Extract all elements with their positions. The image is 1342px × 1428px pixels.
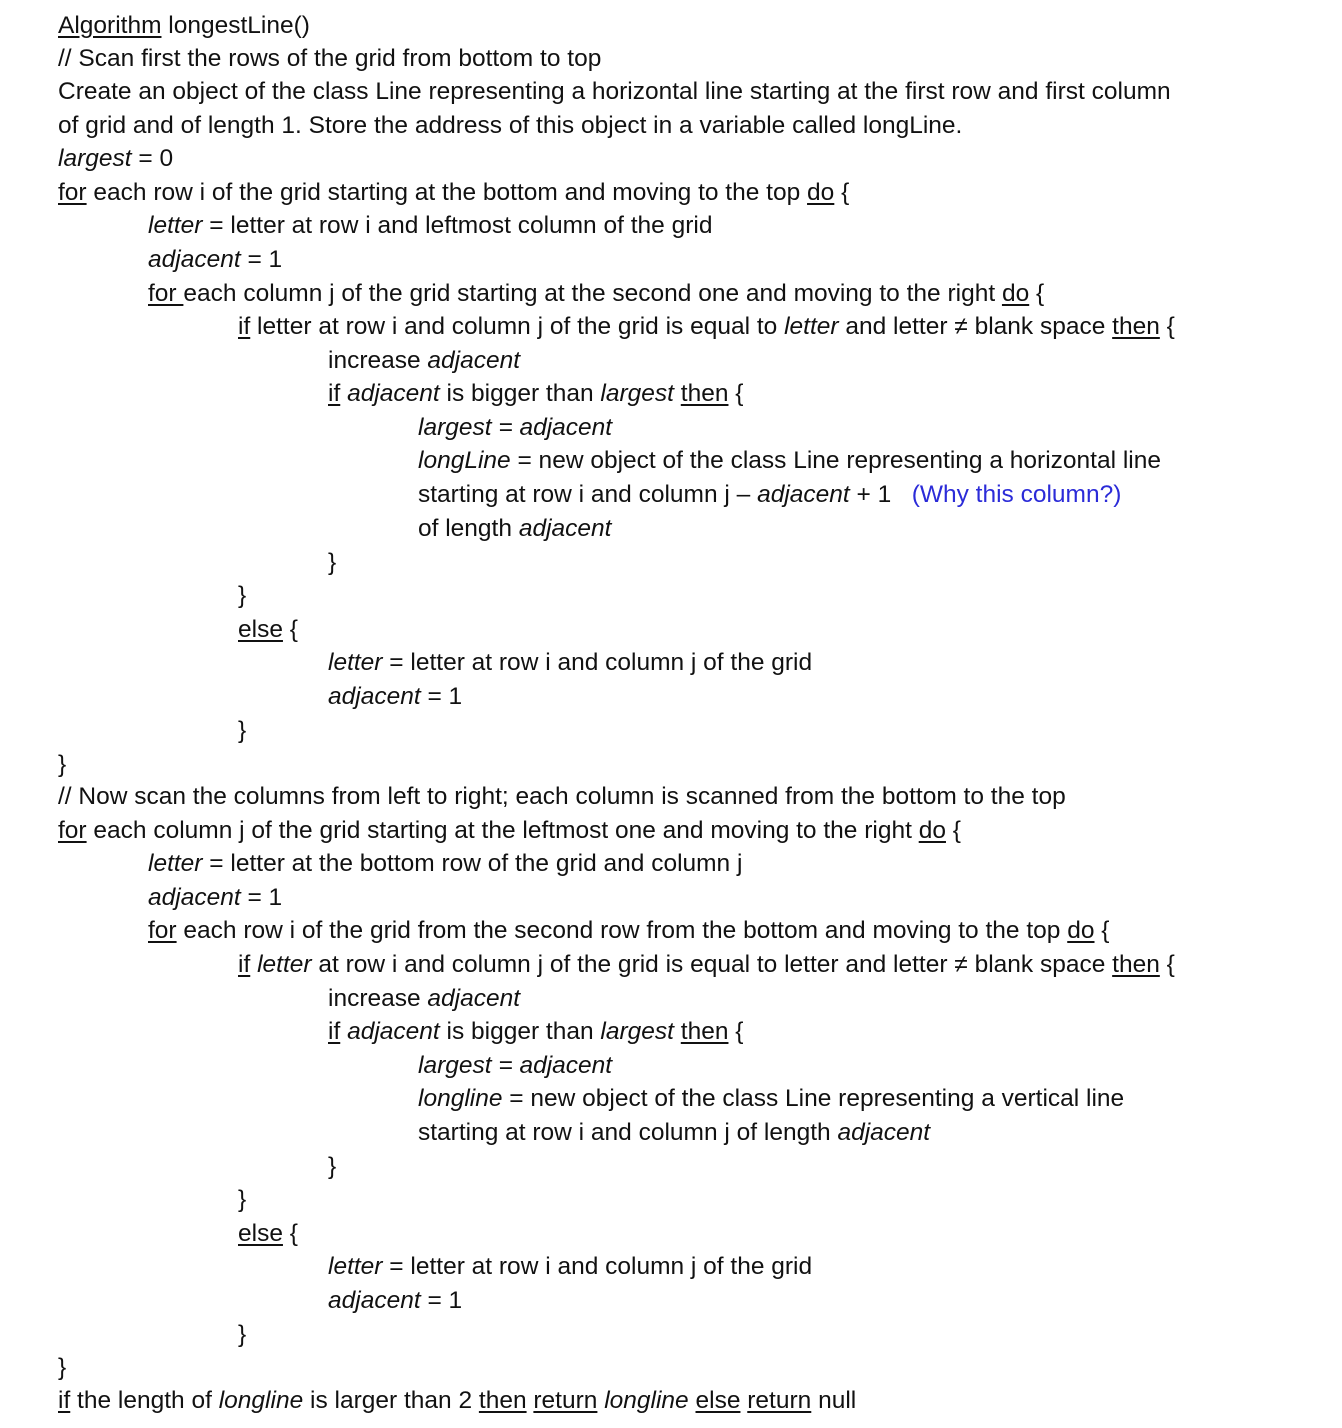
- text-segment: = new object of the class Line representing a vertical line: [502, 1085, 1125, 1112]
- code-line: [418, 446, 1161, 476]
- code-line: [418, 1084, 1124, 1114]
- text-line: [58, 111, 962, 141]
- keyword: return: [533, 1387, 598, 1414]
- keyword: then: [1112, 313, 1160, 340]
- text-segment: {: [282, 1220, 298, 1247]
- text-segment: increase: [328, 347, 428, 374]
- text-segment: adjacent: [347, 380, 440, 407]
- keyword: for: [58, 179, 87, 206]
- text-segment: // Scan first the rows of the grid from bottom to top: [58, 45, 602, 72]
- code-line: [238, 312, 1175, 342]
- keyword: if: [238, 313, 251, 340]
- comment-scan-columns: [58, 782, 1066, 812]
- text-segment: = letter at row i and leftmost column of the grid: [202, 212, 713, 239]
- closing-brace: [58, 750, 66, 780]
- text-segment: null: [811, 1387, 857, 1414]
- text-segment: {: [945, 817, 961, 844]
- keyword: for: [148, 280, 184, 307]
- text-segment: starting at row i and column j of length: [418, 1119, 838, 1146]
- text-segment: }: [328, 1153, 337, 1180]
- code-line: [328, 984, 520, 1014]
- text-segment: = letter at the bottom row of the grid and column j: [202, 850, 743, 877]
- text-segment: }: [58, 751, 67, 778]
- code-line: [58, 144, 173, 174]
- text-segment: adjacent: [427, 347, 521, 374]
- text-segment: = 1: [240, 884, 283, 911]
- text-segment: {: [1159, 313, 1175, 340]
- text-segment: adjacent: [757, 481, 850, 508]
- keyword: for: [58, 817, 87, 844]
- closing-brace: [238, 1320, 246, 1350]
- code-line: [58, 178, 849, 208]
- text-segment: letter: [148, 212, 203, 239]
- text-segment: increase: [328, 985, 428, 1012]
- text-segment: letter: [148, 850, 203, 877]
- code-line: [418, 1051, 612, 1081]
- text-segment: is bigger than: [439, 1018, 601, 1045]
- closing-brace: [238, 716, 246, 746]
- text-line: [58, 77, 1171, 107]
- text-segment: letter: [257, 951, 312, 978]
- keyword: then: [478, 1387, 527, 1414]
- code-line: [418, 1118, 930, 1148]
- code-line: [148, 279, 1044, 309]
- text-segment: longLine: [418, 447, 511, 474]
- code-line: [328, 1017, 743, 1047]
- text-segment: {: [728, 380, 744, 407]
- code-line: [328, 379, 743, 409]
- text-segment: [689, 1387, 696, 1414]
- code-line: [148, 916, 1110, 946]
- keyword: if: [328, 380, 341, 407]
- closing-brace: [328, 548, 336, 578]
- code-line: [418, 413, 612, 443]
- text-segment: Create an object of the class Line representing a horizontal line starting at the first row and first column: [58, 78, 1171, 105]
- text-segment: letter at row i and column j of the grid is equal to: [250, 313, 785, 340]
- text-segment: adjacent: [328, 683, 421, 710]
- keyword: if: [238, 951, 251, 978]
- text-segment: largest = adjacent: [418, 1052, 613, 1079]
- text-segment: }: [238, 717, 247, 744]
- text-segment: largest: [58, 145, 132, 172]
- text-segment: }: [58, 1354, 67, 1381]
- algorithm-header: [58, 11, 310, 41]
- code-line: [148, 211, 712, 241]
- text-segment: = 1: [420, 683, 463, 710]
- text-segment: adjacent: [328, 1287, 421, 1314]
- text-segment: = 1: [240, 246, 283, 273]
- code-line-with-question: [418, 480, 1121, 510]
- text-segment: and letter ≠ blank space: [838, 313, 1113, 340]
- text-segment: {: [728, 1018, 744, 1045]
- text-segment: adjacent: [837, 1119, 931, 1146]
- text-segment: the length of: [70, 1387, 219, 1414]
- text-segment: {: [282, 616, 298, 643]
- text-segment: }: [238, 1186, 247, 1213]
- code-line: [328, 1286, 462, 1316]
- code-line: [148, 849, 742, 879]
- text-segment: adjacent: [427, 985, 521, 1012]
- text-segment: = letter at row i and column j of the grid: [382, 649, 813, 676]
- text-segment: is bigger than: [439, 380, 601, 407]
- text-segment: adjacent: [347, 1018, 440, 1045]
- keyword: then: [680, 380, 729, 407]
- keyword: else: [238, 616, 283, 643]
- keyword: if: [58, 1387, 71, 1414]
- closing-brace: [58, 1353, 66, 1383]
- text-segment: {: [1029, 280, 1045, 307]
- text-segment: of length: [418, 515, 519, 542]
- code-line: [328, 648, 812, 678]
- text-segment: longline: [418, 1085, 503, 1112]
- text-segment: {: [1159, 951, 1175, 978]
- text-segment: is larger than 2: [303, 1387, 479, 1414]
- keyword: do: [1001, 280, 1030, 307]
- code-line: [328, 346, 520, 376]
- return-statement: [58, 1386, 856, 1416]
- text-segment: = 1: [420, 1287, 463, 1314]
- text-segment: each column j of the grid starting at the leftmost one and moving to the right: [86, 817, 919, 844]
- keyword: do: [1067, 917, 1095, 944]
- text-segment: letter: [328, 1253, 383, 1280]
- text-segment: each row i of the grid from the second row from the bottom and moving to the top: [176, 917, 1068, 944]
- text-segment: }: [238, 1321, 247, 1348]
- text-segment: at row i and column j of the grid is equal to letter and letter ≠ blank space: [311, 951, 1113, 978]
- keyword: else: [238, 1220, 283, 1247]
- code-line: [238, 615, 298, 645]
- keyword: if: [328, 1018, 341, 1045]
- text-segment: }: [238, 582, 247, 609]
- text-segment: longestLine(): [161, 12, 310, 39]
- closing-brace: [238, 1185, 246, 1215]
- text-segment: longline: [218, 1387, 304, 1414]
- code-line: [148, 883, 282, 913]
- text-segment: starting at row i and column j –: [418, 481, 758, 508]
- text-segment: = new object of the class Line representing a horizontal line: [510, 447, 1161, 474]
- text-segment: // Now scan the columns from left to right; each column is scanned from the bottom to the top: [58, 783, 1066, 810]
- keyword: else: [695, 1387, 741, 1414]
- text-segment: each row i of the grid starting at the bottom and moving to the top: [86, 179, 808, 206]
- comment-scan-rows: [58, 44, 601, 74]
- code-line: [238, 1219, 298, 1249]
- text-segment: [674, 1018, 681, 1045]
- keyword: then: [1112, 951, 1160, 978]
- text-segment: adjacent: [518, 515, 612, 542]
- text-segment: + 1: [849, 481, 912, 508]
- text-segment: largest: [600, 1018, 674, 1045]
- keyword: Algorithm: [58, 12, 162, 39]
- keyword: do: [918, 817, 946, 844]
- text-segment: letter: [784, 313, 839, 340]
- text-segment: of grid and of length 1. Store the address of this object in a variable called longLine.: [58, 112, 963, 139]
- code-line: [418, 514, 611, 544]
- text-segment: largest = adjacent: [418, 414, 613, 441]
- text-segment: adjacent: [148, 246, 241, 273]
- code-line: [328, 682, 462, 712]
- code-line: [58, 816, 961, 846]
- code-line: [328, 1252, 812, 1282]
- text-segment: longline: [604, 1387, 689, 1414]
- text-segment: letter: [328, 649, 383, 676]
- text-segment: {: [834, 179, 850, 206]
- keyword: do: [807, 179, 835, 206]
- text-segment: largest: [600, 380, 674, 407]
- text-segment: [674, 380, 681, 407]
- text-segment: = 0: [131, 145, 174, 172]
- margin-question: (Why this column?): [911, 481, 1122, 508]
- keyword: then: [680, 1018, 729, 1045]
- text-segment: adjacent: [148, 884, 241, 911]
- text-segment: }: [328, 549, 337, 576]
- code-line: [148, 245, 282, 275]
- text-segment: each column j of the grid starting at the second one and moving to the right: [183, 280, 1002, 307]
- text-segment: = letter at row i and column j of the grid: [382, 1253, 813, 1280]
- closing-brace: [328, 1152, 336, 1182]
- keyword: for: [148, 917, 177, 944]
- code-line: [238, 950, 1175, 980]
- keyword: return: [747, 1387, 812, 1414]
- closing-brace: [238, 581, 246, 611]
- text-segment: {: [1094, 917, 1110, 944]
